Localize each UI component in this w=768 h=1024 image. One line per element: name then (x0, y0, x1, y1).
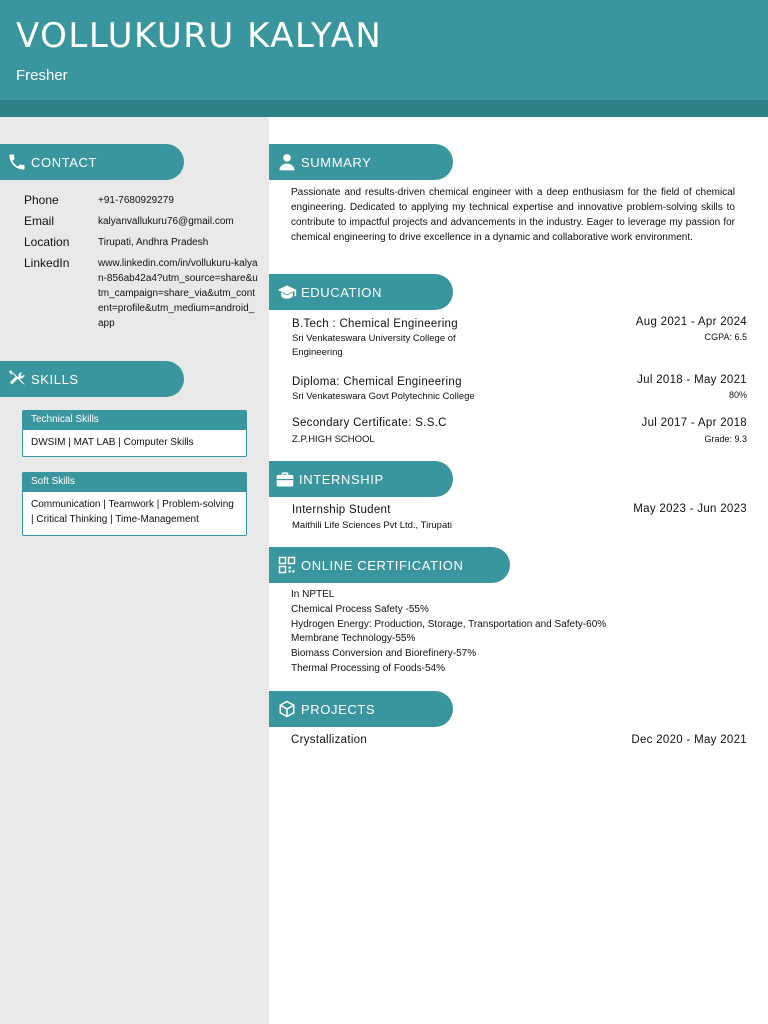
certification-heading (269, 547, 510, 583)
technical-skills-box (22, 410, 247, 457)
education-result-ssc: Grade: 9.3 (704, 434, 747, 444)
qr-grid-icon (277, 555, 297, 575)
education-degree-ssc: Secondary Certificate: S.S.C (292, 417, 447, 429)
certification-list (291, 588, 606, 677)
internship-date: May 2023 - Jun 2023 (633, 503, 747, 515)
internship-title: Internship Student (292, 504, 391, 516)
project-date: Dec 2020 - May 2021 (631, 734, 747, 746)
contact-value-location: Tirupati, Andhra Pradesh (98, 237, 209, 248)
contact-row-location (24, 235, 258, 250)
certification-item: Biomass Conversion and Biorefinery-57% (291, 648, 477, 660)
person-icon (277, 152, 297, 172)
education-institution-diploma: Sri Venkateswara Govt Polytechnic College (292, 391, 475, 402)
contact-heading-label: CONTACT (31, 154, 98, 170)
candidate-name: VOLLUKURU KALYAN (16, 16, 383, 56)
education-institution-btech: Sri Venkateswara University College of Engineering (292, 333, 456, 358)
education-date-ssc: Jul 2017 - Apr 2018 (641, 417, 747, 429)
candidate-role: Fresher (16, 67, 68, 84)
technical-skills-title: Technical Skills (23, 411, 246, 430)
contact-label: Location (24, 235, 70, 249)
summary-heading-label: SUMMARY (301, 154, 372, 170)
phone-icon (7, 152, 27, 172)
internship-heading (269, 461, 453, 497)
internship-company: Maithili Life Sciences Pvt Ltd., Tirupati (292, 520, 452, 531)
contact-label: Email (24, 214, 55, 228)
internship-heading-label: INTERNSHIP (299, 471, 384, 487)
contact-row-linkedin (24, 256, 258, 331)
education-date-diploma: Jul 2018 - May 2021 (637, 374, 747, 386)
contact-row-email (24, 214, 258, 229)
contact-value-phone: +91-7680929279 (98, 195, 174, 206)
soft-skills-title: Soft Skills (23, 473, 246, 492)
education-degree-btech: B.Tech : Chemical Engineering (292, 318, 458, 330)
contact-row-phone (24, 193, 258, 208)
certification-item: Thermal Processing of Foods-54% (291, 662, 445, 674)
briefcase-icon (275, 469, 295, 489)
certification-item: Hydrogen Energy: Production, Storage, Transportation and Safety-60% (291, 618, 607, 630)
contact-label: LinkedIn (24, 256, 70, 270)
projects-heading-label: PROJECTS (301, 701, 376, 717)
tools-icon (7, 369, 27, 389)
contact-list (24, 193, 258, 337)
certification-item: Membrane Technology-55% (291, 633, 416, 645)
summary-heading (269, 144, 453, 180)
soft-skills-text: Communication | Teamwork | Problem-solving | Critical Thinking | Time-Management (31, 499, 234, 525)
technical-skills-text: DWSIM | MAT LAB | Computer Skills (31, 437, 194, 448)
education-degree-diploma: Diploma: Chemical Engineering (292, 376, 462, 388)
resume-header (0, 0, 768, 100)
contact-heading (0, 144, 184, 180)
education-heading-label: EDUCATION (301, 284, 382, 300)
header-divider-strip (0, 100, 768, 117)
projects-heading (269, 691, 453, 727)
certification-item: In NPTEL (291, 589, 335, 600)
graduation-cap-icon (277, 282, 297, 302)
contact-value-email[interactable]: kalyanvallukuru76@gmail.com (98, 216, 234, 227)
education-date-btech: Aug 2021 - Apr 2024 (635, 316, 747, 328)
contact-value-linkedin[interactable]: www.linkedin.com/in/vollukuru-kalyan-856ab42a4?utm_source=share&utm_campaign=share_via&utm_content=profile&utm_medium=android_app (98, 258, 258, 329)
certification-heading-label: ONLINE CERTIFICATION (301, 557, 464, 573)
education-result-diploma: 80% (728, 390, 747, 400)
education-result-btech: CGPA: 6.5 (704, 332, 747, 342)
certification-item: Chemical Process Safety -55% (291, 603, 429, 615)
summary-text: Passionate and results-driven chemical engineer with a deep enthusiasm for the field of chemical engineering. Dedicated to applying my technical expertise and innovative problem-solving skills to contribute to impactful projects and advancements in the industry. Eager to leverage my passion for chemical engineering to drive excellence in a dynamic and collaborative work environment. (291, 187, 735, 243)
soft-skills-box (22, 472, 247, 536)
skills-heading (0, 361, 184, 397)
contact-label: Phone (24, 193, 59, 207)
education-institution-ssc: Z.P.HIGH SCHOOL (292, 434, 375, 445)
education-heading (269, 274, 453, 310)
project-title: Crystallization (291, 734, 368, 746)
skills-heading-label: SKILLS (31, 371, 79, 387)
box-icon (277, 699, 297, 719)
